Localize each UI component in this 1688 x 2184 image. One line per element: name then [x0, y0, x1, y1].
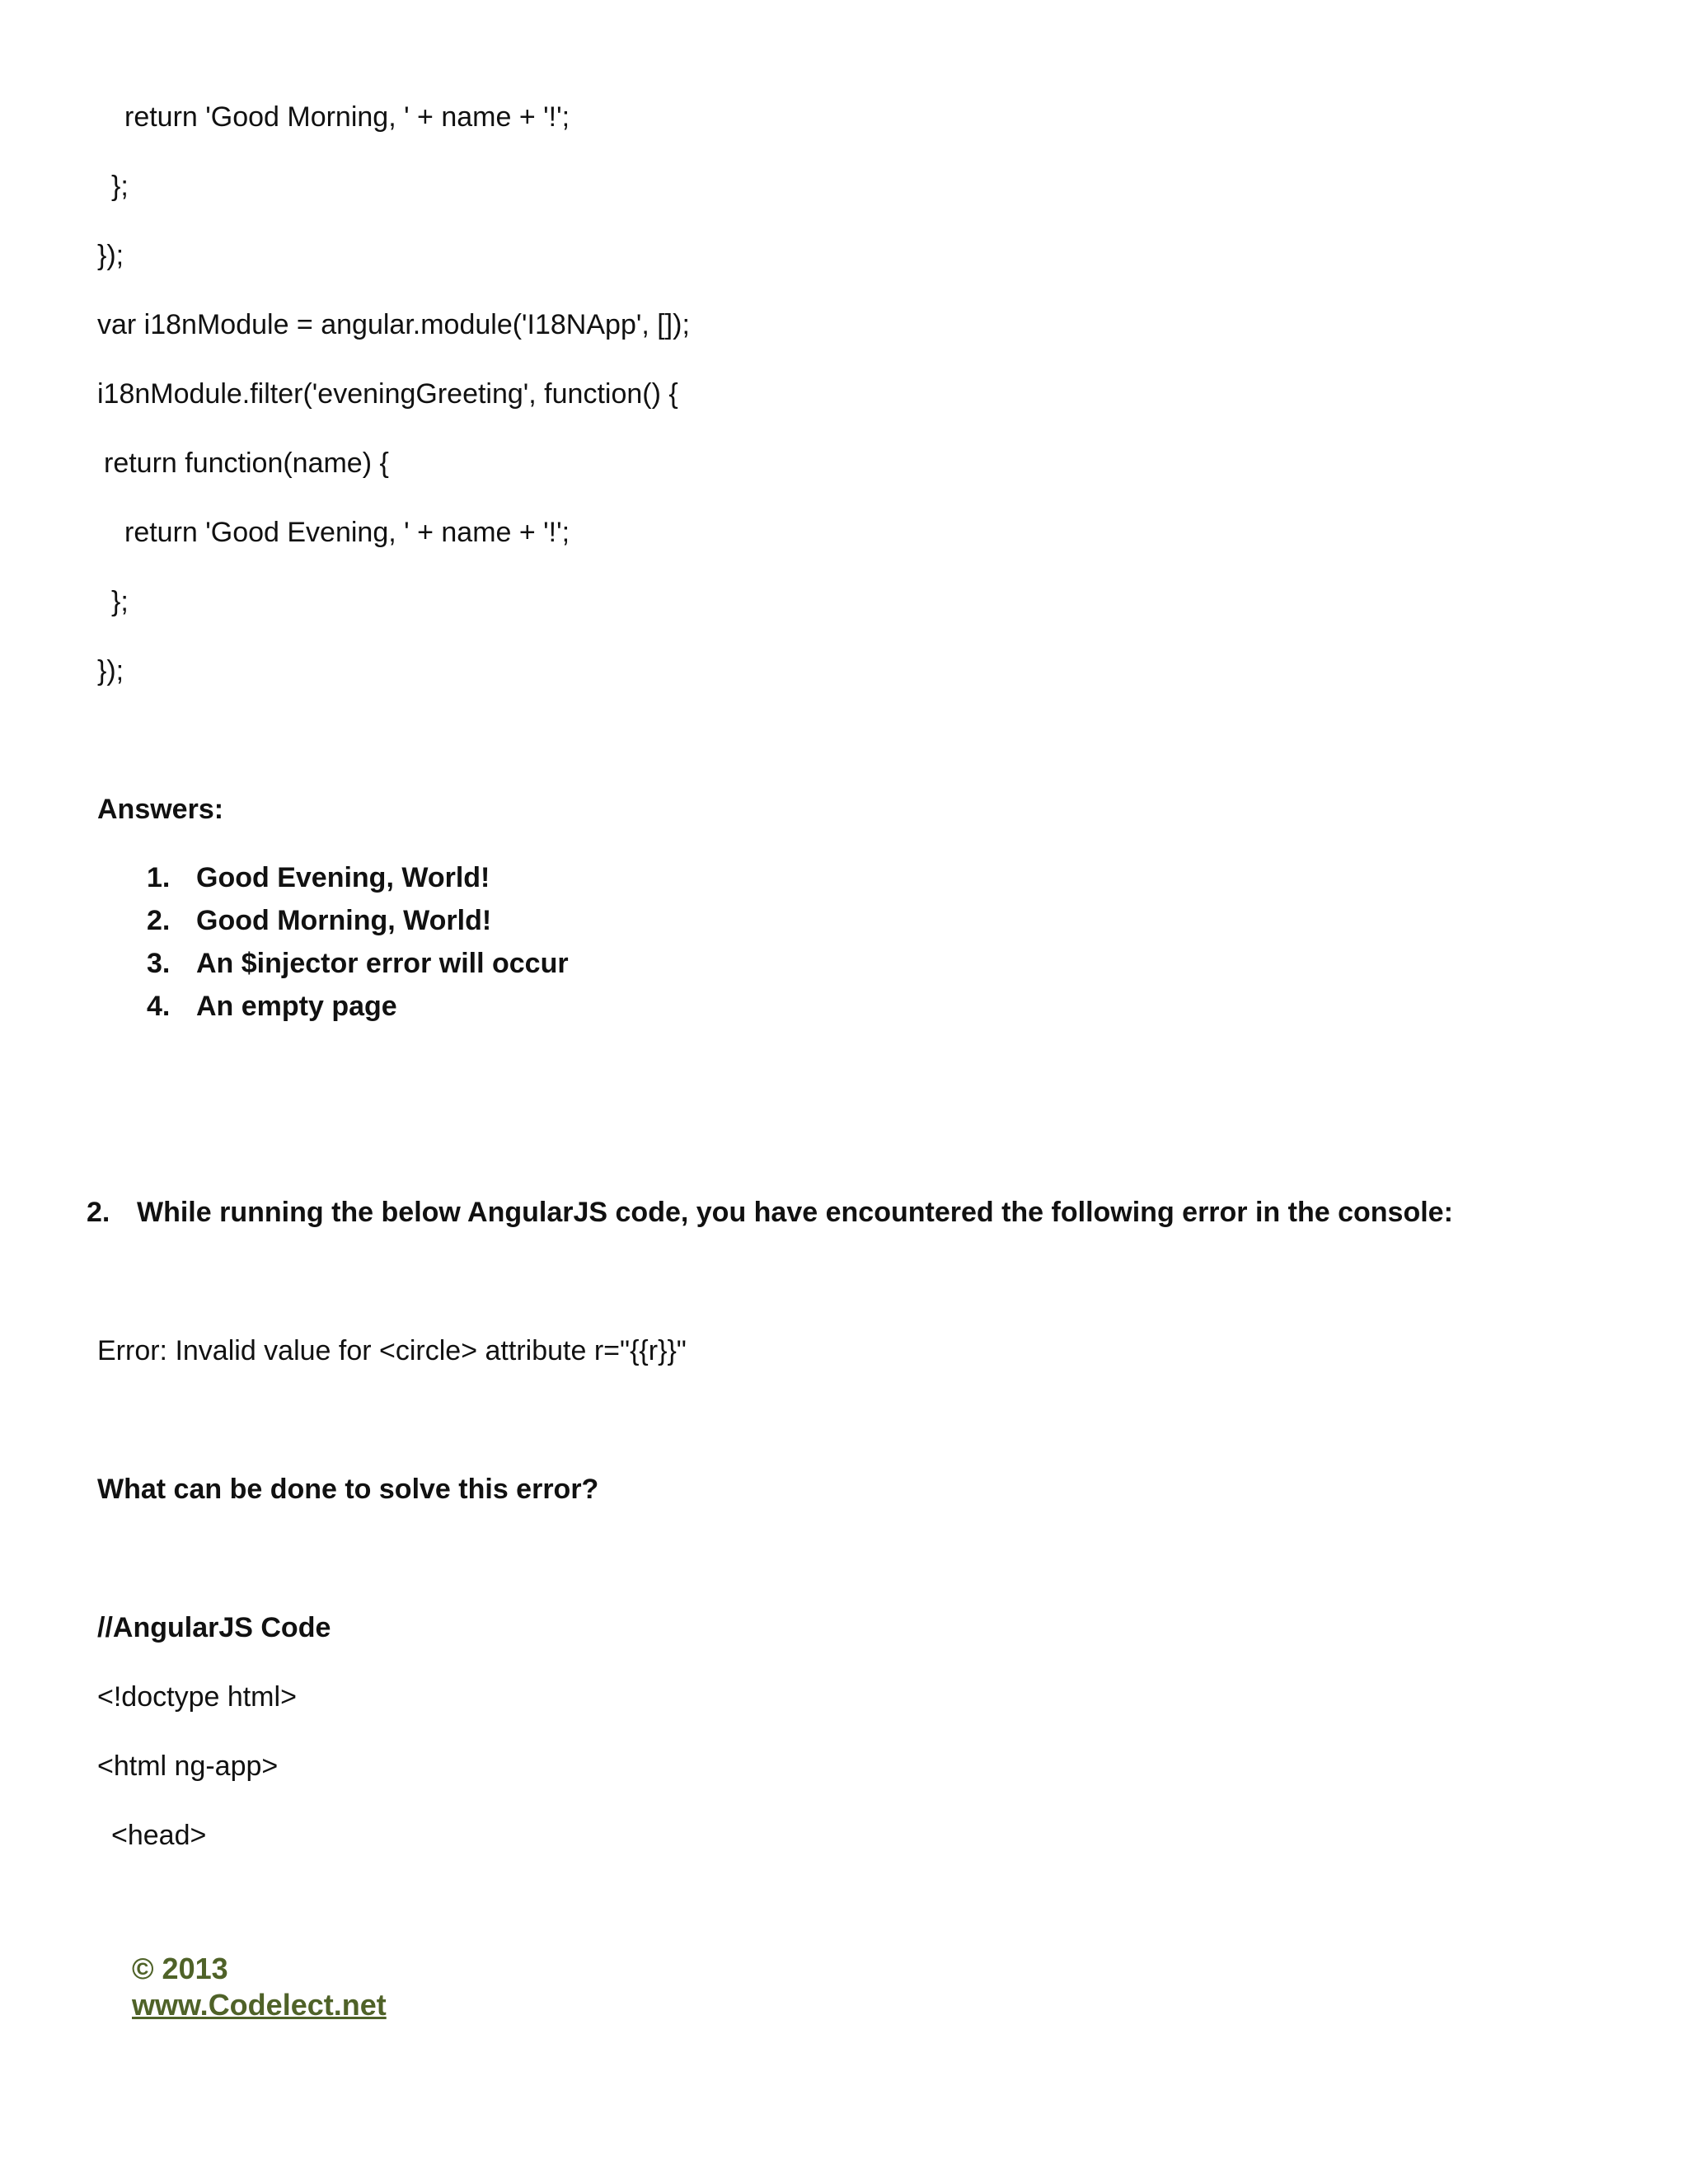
code-line: i18nModule.filter('eveningGreeting', function() {	[97, 378, 678, 410]
copyright-text: © 2013	[132, 1952, 228, 1985]
footer-link[interactable]: www.Codelect.net	[132, 1988, 387, 2022]
code-line: };	[111, 171, 129, 202]
code-line: };	[111, 586, 129, 617]
question-prompt: What can be done to solve this error?	[97, 1474, 599, 1505]
answer-number: 4.	[147, 991, 171, 1022]
code-line: var i18nModule = angular.module('I18NApp', []);	[97, 309, 690, 340]
code-line: return function(name) {	[104, 448, 389, 479]
answer-text: An empty page	[196, 991, 397, 1022]
answer-number: 3.	[147, 948, 171, 979]
code-line: return 'Good Morning, ' + name + '!';	[124, 101, 570, 133]
answer-number: 1.	[147, 862, 171, 893]
code-heading: //AngularJS Code	[97, 1612, 331, 1643]
answer-number: 2.	[147, 905, 171, 936]
answers-heading: Answers:	[97, 794, 224, 825]
footer	[99, 1915, 387, 2060]
answer-option-4	[147, 990, 397, 1122]
code-line: <html ng-app>	[97, 1750, 279, 1782]
question-text: While running the below AngularJS code, you have encountered the following error in the console:	[137, 1197, 1453, 1228]
answer-text: An $injector error will occur	[196, 948, 569, 979]
code-line: <!doctype html>	[97, 1681, 297, 1713]
code-line: });	[97, 655, 124, 687]
answer-text: Good Morning, World!	[196, 905, 492, 936]
code-line: return 'Good Evening, ' + name + '!';	[124, 517, 570, 548]
code-line: });	[97, 240, 124, 271]
answer-text: Good Evening, World!	[196, 862, 490, 893]
error-message: Error: Invalid value for <circle> attribute r="{{r}}"	[97, 1335, 687, 1366]
question-number: 2.	[87, 1197, 110, 1228]
question-2	[87, 1196, 1488, 1229]
code-line: <head>	[111, 1820, 207, 1851]
